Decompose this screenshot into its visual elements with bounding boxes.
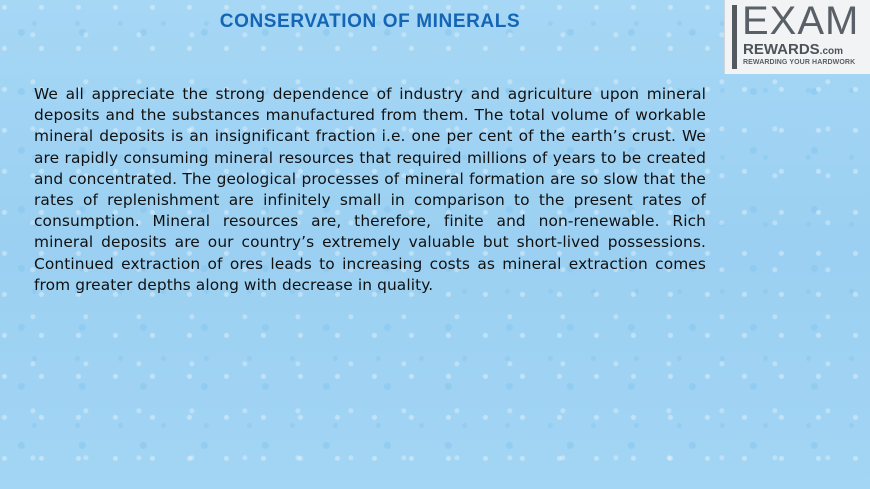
logo-domain: .com	[819, 46, 844, 57]
exam-rewards-logo	[724, 0, 870, 74]
logo-bar	[732, 5, 737, 69]
logo-exam-text: EXAM	[742, 0, 860, 43]
logo-tagline: REWARDING YOUR HARDWORK	[743, 59, 856, 66]
body-paragraph: We all appreciate the strong dependence of industry and agriculture upon mineral deposits and the substances manufactured from them. The total volume of workable mineral deposits is an insignificant fraction i.e. one per cent of the earth’s crust. We are rapidly consuming mineral resources that required millions of years to be created and concentrated. The geological processes of mineral formation are so slow that the rates of replenishment are infinitely small in comparison to the present rates of consumption. Mineral resources are, therefore, finite and non-renewable. Rich mineral deposits are our country’s extremely valuable but short-lived possessions. Continued extraction of ores leads to increasing costs as mineral extraction comes from greater depths along with decrease in quality.	[34, 85, 706, 294]
page-title: CONSERVATION OF MINERALS	[219, 11, 521, 32]
logo-rewards-text	[743, 42, 843, 60]
logo-rewards-word: REWARDS	[743, 41, 820, 58]
